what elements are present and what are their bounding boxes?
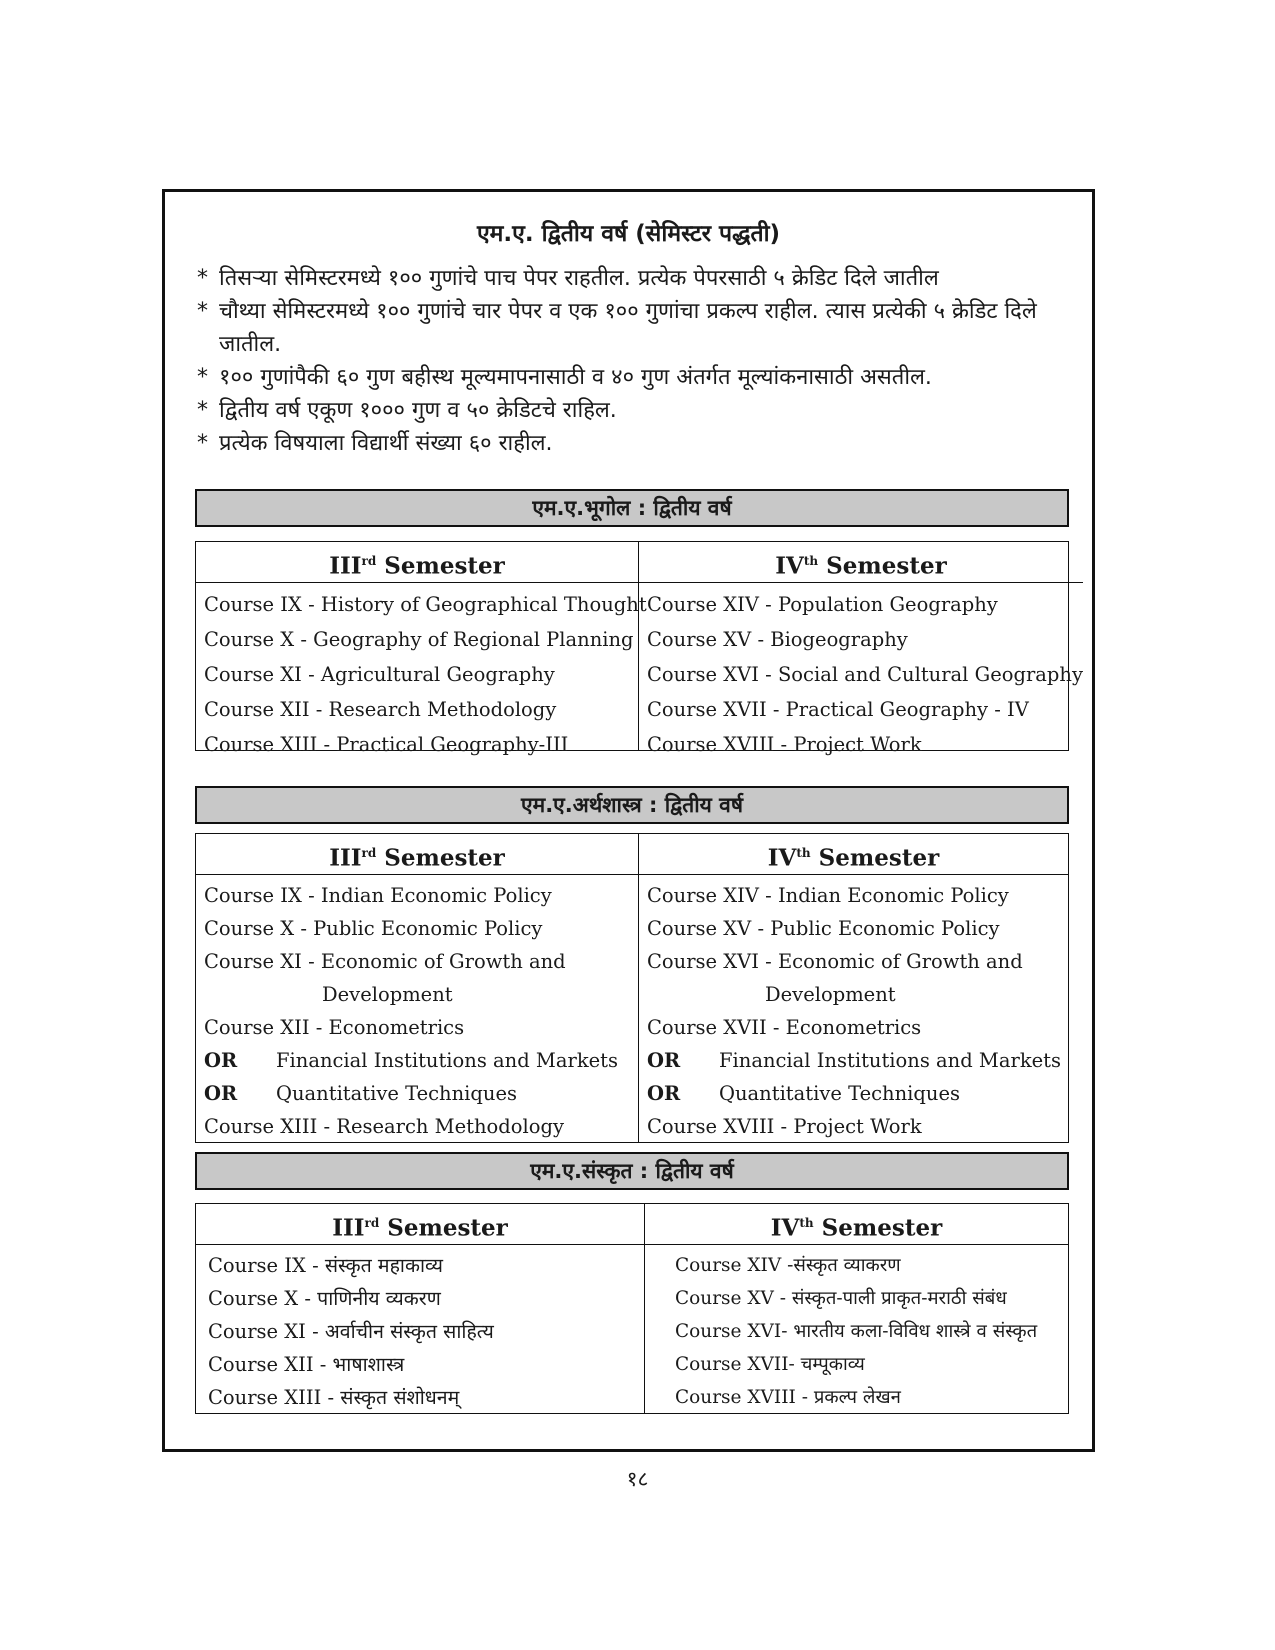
course-row: Course XV - Biogeography — [647, 628, 908, 651]
course-row: Course XII - भाषाशास्त्र — [208, 1353, 405, 1376]
economics-table — [195, 833, 1069, 1143]
course-row: Course XII - Econometrics — [204, 1016, 465, 1039]
semester-3-column — [196, 542, 647, 756]
semester-4-header: IVth Semester — [639, 542, 1083, 583]
course-row: Course XIV -संस्कृत व्याकरण — [675, 1255, 901, 1276]
course-row: Course XI - Economic of Growth and — [204, 950, 566, 973]
course-row: Course XVIII - Project Work — [647, 733, 922, 756]
note-item: * चौथ्या सेमिस्टरमध्ये १०० गुणांचे चार पेपर व एक १०० गुणांचा प्रकल्प राहील. त्यास प्रत्येकी ५ क्रेडिट दिले जातील. — [197, 295, 1077, 361]
option-row: OR Quantitative Techniques — [204, 1077, 638, 1110]
course-row: Course XII - Research Methodology — [204, 698, 557, 721]
note-item: * तिसऱ्या सेमिस्टरमध्ये १०० गुणांचे पाच पेपर राहतील. प्रत्येक पेपरसाठी ५ क्रेडिट दिले जातील — [197, 262, 1077, 295]
course-row: Course XVII - Econometrics — [647, 1016, 922, 1039]
course-row: Course XVI- भारतीय कला-विविध शास्त्रे व संस्कृत — [675, 1321, 1038, 1342]
page-title: एम.ए. द्वितीय वर्ष (सेमिस्टर पद्धती) — [476, 221, 781, 247]
semester-4-column — [638, 834, 1068, 1142]
semester-3-header: IIIrd Semester — [196, 1204, 644, 1245]
course-row: Course XIV - Indian Economic Policy — [647, 884, 1009, 907]
course-row-continued: Development — [765, 983, 896, 1006]
sanskrit-section-title: एम.ए.संस्कृत : द्वितीय वर्ष — [195, 1152, 1069, 1190]
note-item: * १०० गुणांपैकी ६० गुण बहीस्थ मूल्यमापनासाठी व ४० गुण अंतर्गत मूल्यांकनासाठी असतील. — [197, 361, 1077, 394]
or-label: OR — [204, 1082, 238, 1105]
semester-4-header: IVth Semester — [639, 834, 1068, 875]
or-label: OR — [204, 1049, 238, 1072]
page-frame — [162, 189, 1095, 1452]
note-item: * प्रत्येक विषयाला विद्यार्थी संख्या ६० राहील. — [197, 427, 1077, 460]
course-row: Course XIII - Practical Geography-III — [204, 733, 569, 756]
option-row: OR Financial Institutions and Markets — [647, 1044, 1068, 1077]
course-row: Course X - पाणिनीय व्यकरण — [208, 1287, 441, 1310]
course-row-continued: Development — [322, 983, 453, 1006]
page-number: १८ — [626, 1467, 649, 1491]
course-row: Course XI - अर्वाचीन संस्कृत साहित्य — [208, 1320, 494, 1343]
semester-4-column — [644, 1204, 1068, 1413]
notes-list — [197, 262, 1077, 460]
option-row: OR Financial Institutions and Markets — [204, 1044, 638, 1077]
course-row: Course X - Public Economic Policy — [204, 917, 543, 940]
course-row: Course XVII - Practical Geography - IV — [647, 698, 1029, 721]
economics-section-title: एम.ए.अर्थशास्त्र : द्वितीय वर्ष — [195, 786, 1069, 824]
semester-3-header: IIIrd Semester — [196, 542, 638, 583]
or-label: OR — [647, 1082, 681, 1105]
course-row: Course XV - संस्कृत-पाली प्राकृत-मराठी संबंध — [675, 1288, 1007, 1309]
sanskrit-table — [195, 1203, 1069, 1414]
course-row: Course XIV - Population Geography — [647, 593, 998, 616]
course-row: Course XV - Public Economic Policy — [647, 917, 1000, 940]
semester-3-column — [196, 1204, 644, 1413]
or-label: OR — [647, 1049, 681, 1072]
geography-table — [195, 541, 1083, 756]
note-item: * द्वितीय वर्ष एकूण १००० गुण व ५० क्रेडिटचे राहिल. — [197, 394, 1077, 427]
course-row: Course IX - History of Geographical Thought — [204, 593, 647, 616]
course-row: Course XVI - Economic of Growth and — [647, 950, 1023, 973]
course-row: Course IX - Indian Economic Policy — [204, 884, 552, 907]
semester-4-header: IVth Semester — [645, 1204, 1068, 1245]
semester-3-header: IIIrd Semester — [196, 834, 638, 875]
course-row: Course XVI - Social and Cultural Geography — [647, 663, 1083, 686]
course-row: Course XIII - Research Methodology — [204, 1115, 564, 1138]
course-row: Course XVIII - Project Work — [647, 1115, 922, 1138]
course-row: Course X - Geography of Regional Planning — [204, 628, 634, 651]
semester-4-column — [638, 542, 1083, 756]
course-row: Course XVII- चम्पूकाव्य — [675, 1354, 865, 1375]
course-row: Course XVIII - प्रकल्प लेखन — [675, 1387, 901, 1408]
geography-section-title: एम.ए.भूगोल : द्वितीय वर्ष — [195, 489, 1069, 527]
course-row: Course XI - Agricultural Geography — [204, 663, 555, 686]
course-row: Course IX - संस्कृत महाकाव्य — [208, 1254, 443, 1277]
option-row: OR Quantitative Techniques — [647, 1077, 1068, 1110]
course-row: Course XIII - संस्कृत संशोधनम् — [208, 1386, 460, 1409]
semester-3-column — [196, 834, 638, 1142]
